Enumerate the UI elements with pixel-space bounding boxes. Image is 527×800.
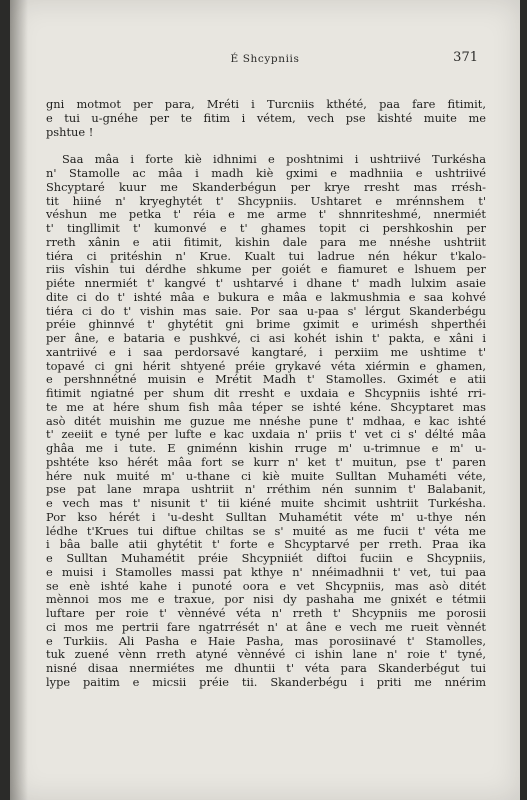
text-line: pshtue ! xyxy=(46,125,94,139)
text-line: tit hiiné n' kryeghytét t' Shcypniis. Ushtaret e mrénnshem t' xyxy=(46,194,486,208)
text-line: Por kso hérét i 'u-desht Sulltan Muhamétit véte m' u-thye nén xyxy=(46,510,486,524)
text-line: dite ci do t' ishté mâa e bukura e mâa e lakmushmia e saa kohvé xyxy=(46,290,486,304)
text-line: ghâa me i tute. E gniménn kishin rruge m' u-trimnue e m' u- xyxy=(46,442,486,455)
text-line: fitimit ngiatné per shum dit rresht e uxdaia e Shcypniis ishté rri- xyxy=(46,387,486,400)
text-line: t' tingllimit t' kumonvé e t' ghames topit ci pershkoshin per xyxy=(46,222,486,235)
text-line: préie ghinnvé t' ghytétit gni brime gximit e urimésh shperthéi xyxy=(46,318,486,332)
text-line: véshun me petka t' réia e me arme t' shnnriteshmé, nnermiét xyxy=(46,208,486,222)
text-line: e tui u-gnéhe per te fitim i vétem, vech pse kishté muite me xyxy=(46,111,486,125)
running-head: É Shcypniis xyxy=(230,53,300,65)
text-line: rreth xânin e atii fitimit, kishin dale para me nnéshe ushtriit xyxy=(46,235,486,249)
text-line: luftare per roie t' vènnévé véta n' rreth t' Shcypniis me porosii xyxy=(46,607,486,620)
text-line: pshtéte kso hérét mâa fort se kurr n' ket t' muitun, pse t' paren xyxy=(46,455,486,469)
text-line: lédhe t'Krues tui diftue chiltas se s' muité as me fucii t' véta me xyxy=(46,524,486,538)
text-line: topavé ci gni hérit shtyené préie grykavé véta xiérmin e ghamen, xyxy=(46,359,486,373)
text-line: tiéra ci do t' vishin mas saie. Por saa u-paa s' lérgut Skanderbégu xyxy=(46,304,486,318)
text-line: riis vîshin tui dérdhe shkume per goiét e fiamuret e lshuem per xyxy=(46,263,486,277)
text-line: asò ditét muishin me guzue me nnéshe pune t' mdhaa, e kac ishté xyxy=(46,414,486,428)
spine-shadow xyxy=(10,0,28,800)
text-line: e Sulltan Muhamétit préie Shcypniiét diftoi fuciin e Shcypniis, xyxy=(46,552,486,565)
text-line: Saa mâa i forte kiè idhnimi e poshtnimi i ushtriivé Turkésha xyxy=(62,153,486,167)
text-line: lype paitim e micsii préie tii. Skanderbégu i priti me nnérim xyxy=(46,675,486,689)
text-line: per âne, e bataria e pushkvé, ci asi kohét ishin t' pakta, e xâni i xyxy=(46,332,486,345)
book-page xyxy=(10,0,520,800)
text-line: xantriivé e i saa perdorsavé kangtaré, i perxiim me ushtime t' xyxy=(46,345,486,359)
text-line: ci mos me pertrii fare ngatrrését n' at âne e vech me rueit vènnét xyxy=(46,620,486,634)
text-line: mènnoi mos me e traxue, por nisi dy pashaha me gnixét e tétmii xyxy=(46,593,486,607)
text-line: tuk zuené vènn rreth atyné vènnévé ci ishin lane n' roie t' tyné, xyxy=(46,648,486,662)
text-line: i bâa balle atii ghytétit t' forte e Shcyptarvé per rreth. Praa ika xyxy=(46,538,486,552)
paragraph xyxy=(46,153,486,689)
paragraph xyxy=(46,98,486,139)
text-line: hére nuk muité m' u-thane ci kiè muite Sulltan Muhaméti véte, xyxy=(46,469,486,483)
text-line: e vech mas t' nisunit t' tii kiéné muite shcimit ushtriit Turkésha. xyxy=(46,497,486,510)
text-line: e Turkiis. Ali Pasha e Haie Pasha, mas porosiinavé t' Stamolles, xyxy=(46,634,486,648)
text-line: nisné disaa nnermiétes me dhuntii t' véta para Skanderbégut tui xyxy=(46,662,486,675)
text-line: e muisi i Stamolles massi pat kthye n' nnéimadhnii t' vet, tui paa xyxy=(46,565,486,579)
text-line: gni motmot per para, Mréti i Turcniis kthété, paa fare fitimit, xyxy=(46,98,486,111)
text-line: te me at hére shum fish mâa téper se ishté kéne. Shcyptaret mas xyxy=(46,400,486,414)
text-line: pse pat lane mrapa ushtriit n' rréthim nén sunnim t' Balabanit, xyxy=(46,483,486,497)
page-number: 371 xyxy=(453,50,478,65)
text-line: t' zeeiit e tyné per lufte e kac uxdaia n' priis t' vet ci s' délté mâa xyxy=(46,428,486,442)
text-line: Shcyptaré kuur me Skanderbégun per krye rresht mas rrésh- xyxy=(46,180,486,194)
text-line: tiéra ci pritéshin n' Krue. Kualt tui ladrue nén hékur t'kalo- xyxy=(46,249,486,263)
text-line: piéte nnermiét t' kangvé t' ushtarvé i dhane t' madh lulxim asaie xyxy=(46,277,486,290)
page-header xyxy=(10,50,520,70)
text-line: se enè ishté kahe i punoté oora e vet Shcypniis, mas asò ditét xyxy=(46,579,486,593)
text-line: e pershnnétné muisin e Mrétit Madh t' Stamolles. Gximét e atii xyxy=(46,373,486,387)
text-line: n' Stamolle ac mâa i madh kiè gximi e madhniia e ushtriivé xyxy=(46,167,486,180)
paragraph-gap xyxy=(46,139,486,153)
body-text xyxy=(46,98,486,690)
